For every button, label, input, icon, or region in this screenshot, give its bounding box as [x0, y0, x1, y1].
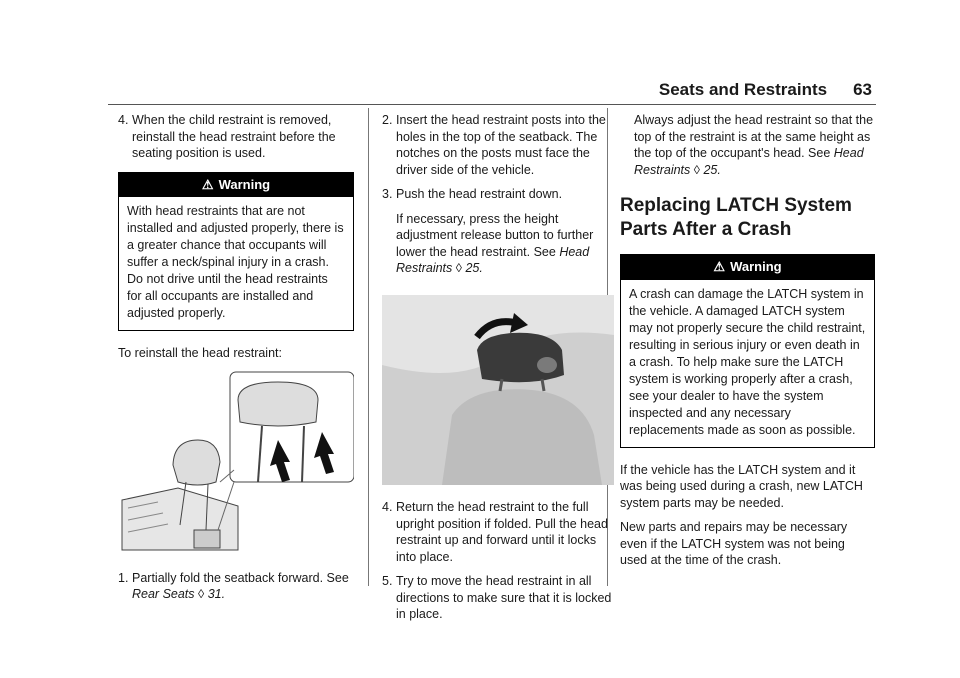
item-number: 1.: [118, 570, 129, 585]
item-number: 4.: [382, 500, 393, 514]
item-number: 2.: [382, 113, 393, 127]
page-ref-number: 25.: [703, 162, 721, 177]
warning-box: [620, 254, 875, 448]
warning-text: A crash can damage the LATCH system in the vehicle. A damaged LATCH system may not properly secure the child restraint, resulting in serious injury or even death in a crash. To help make sure the LATCH system is working properly after a crash, see your dealer to have the system inspected and any necessary replacements made as soon as possible.: [629, 286, 866, 437]
item-text: [132, 570, 354, 603]
column-1: [118, 112, 354, 611]
body-paragraph: If the vehicle has the LATCH system and it was being used during a crash, new LATCH system parts may be needed.: [620, 462, 863, 510]
item-note: [382, 211, 618, 277]
item-text: Try to move the head restraint in all directions to make sure that it is locked in place.: [396, 574, 612, 621]
warning-triangle-icon: ⚠: [713, 259, 726, 274]
page-ref-icon: ◊: [693, 162, 700, 177]
intro-text: To reinstall the head restraint:: [118, 346, 282, 360]
column-divider: [368, 108, 369, 586]
list-item: [118, 112, 354, 162]
warning-title: Warning: [730, 259, 782, 274]
cross-reference: Head Restraints: [396, 244, 590, 275]
warning-header: [621, 255, 874, 280]
list-item: [118, 570, 354, 603]
warning-triangle-icon: ⚠: [201, 176, 214, 192]
item-text: Return the head restraint to the full upright position if folded. Pull the head restraint up and forward until it locks into place.: [396, 500, 608, 564]
head-restraint-photo: [382, 295, 614, 485]
list-item: [382, 186, 618, 203]
head-restraint-illustration: [118, 370, 354, 560]
section-heading: Replacing LATCH System Parts After a Crash: [620, 195, 852, 240]
continued-text-main: Always adjust the head restraint so that the top of the restraint is at the same height as the top of the occupant's head. See: [634, 113, 874, 160]
list-item: [382, 112, 618, 178]
body-paragraph: New parts and repairs may be necessary even if the LATCH system was not being used at the time of the crash.: [620, 520, 848, 567]
warning-header: [119, 173, 353, 198]
cross-reference: Rear Seats: [132, 587, 195, 601]
page-ref-icon: ◊: [198, 587, 205, 601]
item-text-main: Partially fold the seatback forward. See: [132, 570, 349, 585]
item-number: 4.: [118, 113, 129, 127]
list-item: [382, 499, 618, 565]
page-header: [659, 80, 872, 100]
header-rule: [108, 104, 876, 105]
item-number: 3.: [382, 187, 393, 201]
column-2: [382, 112, 618, 631]
page-number: 63: [853, 80, 872, 99]
continued-text: [620, 112, 875, 178]
warning-title: Warning: [218, 176, 271, 192]
note-text: If necessary, press the height adjustment release button to further lower the head restraint. See: [396, 211, 594, 259]
list-item: [382, 573, 618, 623]
item-text: Push the head restraint down.: [396, 187, 563, 201]
warning-box: [118, 172, 354, 332]
warning-text: With head restraints that are not installed and adjusted properly, there is a greater chance that occupants will suffer a neck/spinal injury in a crash. Do not drive until the head restraints for all occupants are installed and adjusted properly.: [127, 204, 344, 320]
page-ref-number: 31.: [207, 587, 226, 601]
section-title: Seats and Restraints: [658, 80, 828, 99]
page-ref-icon: ◊: [455, 261, 462, 275]
item-text: Insert the head restraint posts into the holes in the top of the seatback. The notches on the posts must face the driver side of the vehicle.: [396, 113, 606, 177]
item-number: 5.: [382, 574, 393, 588]
cross-reference: Head Restraints: [634, 146, 864, 177]
column-3: [620, 112, 875, 577]
page-ref-number: 25.: [465, 261, 483, 275]
item-text: When the child restraint is removed, reinstall the head restraint before the seating position is used.: [132, 113, 336, 160]
